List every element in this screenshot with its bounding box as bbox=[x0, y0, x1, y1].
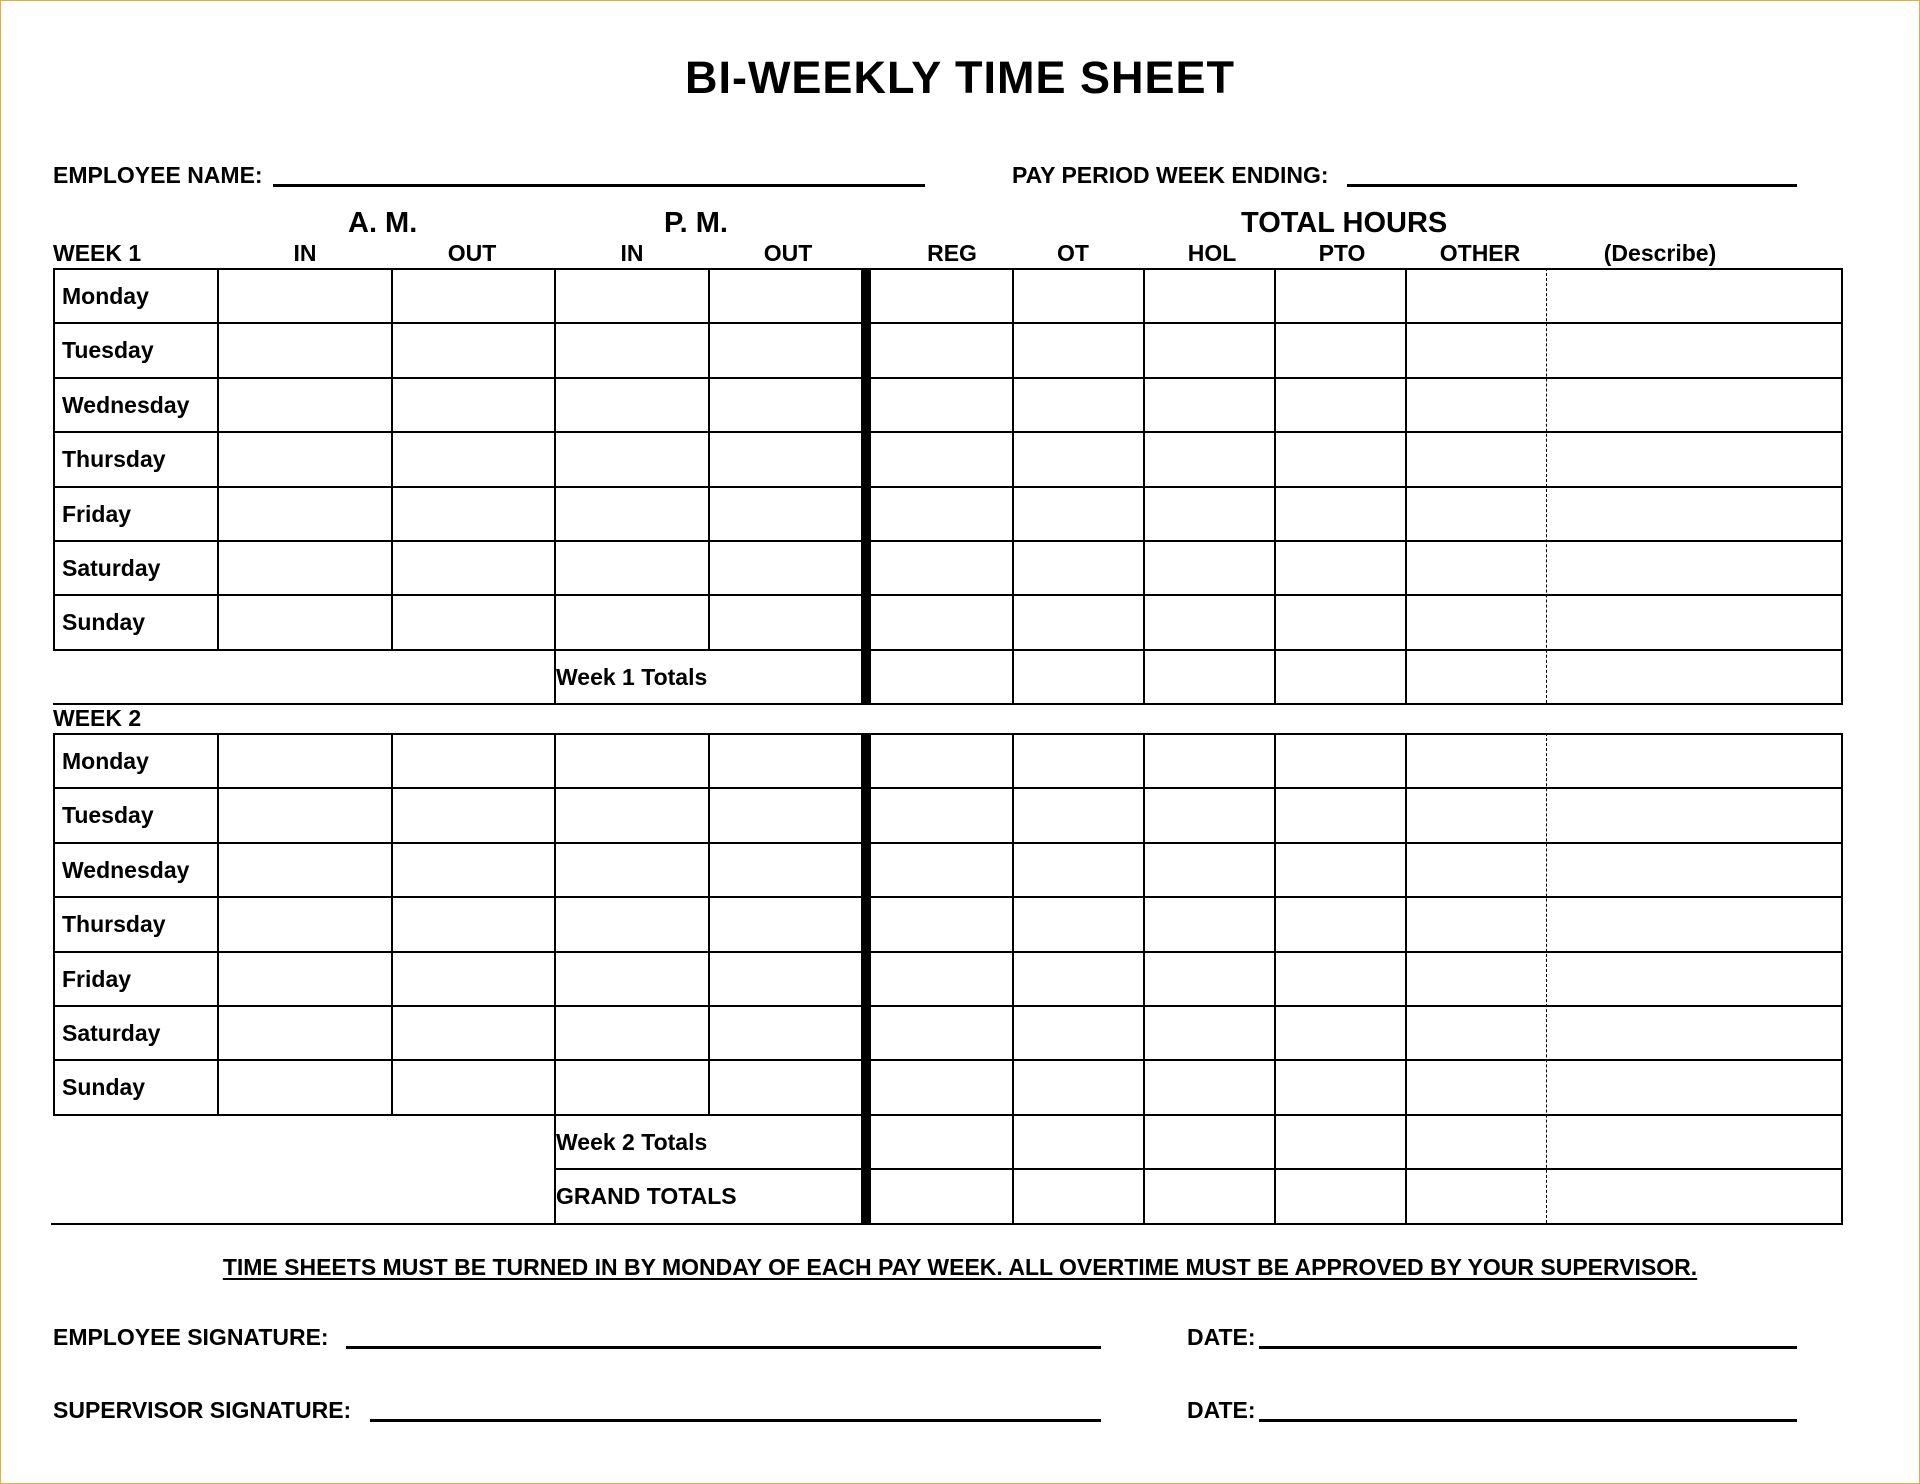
week1-friday-pm-out-cell[interactable] bbox=[710, 488, 864, 539]
week2-wednesday-am-out-cell[interactable] bbox=[393, 844, 553, 895]
week2-tuesday-pm-out-cell[interactable] bbox=[710, 789, 864, 840]
week1-wednesday-other-cell[interactable] bbox=[1407, 379, 1545, 430]
week1-monday-describe-cell[interactable] bbox=[1548, 270, 1840, 321]
week2-wednesday-describe-cell[interactable] bbox=[1548, 844, 1840, 895]
col-hol: HOL bbox=[1187, 240, 1237, 266]
week2-saturday-describe-cell[interactable] bbox=[1548, 1007, 1840, 1058]
week1-saturday-pm-in-cell[interactable] bbox=[556, 542, 707, 593]
week1-thursday-pm-in-cell[interactable] bbox=[556, 433, 707, 484]
week1-thursday-hol-cell[interactable] bbox=[1145, 433, 1273, 484]
week2-thursday-am-out-cell[interactable] bbox=[393, 898, 553, 949]
grid-line-dashed bbox=[1546, 268, 1547, 703]
col-reg: REG bbox=[927, 240, 977, 266]
grand-totals-reg-cell[interactable] bbox=[867, 1170, 1011, 1221]
week2-totals-ot-cell[interactable] bbox=[1014, 1116, 1142, 1167]
page-title: BI-WEEKLY TIME SHEET bbox=[684, 52, 1236, 103]
grid-line-h bbox=[53, 703, 1843, 705]
week2-sunday-describe-cell[interactable] bbox=[1548, 1061, 1840, 1112]
week1-friday-pto-cell[interactable] bbox=[1276, 488, 1404, 539]
week1-saturday-am-in-cell[interactable] bbox=[219, 542, 390, 593]
week1-totals-describe-cell[interactable] bbox=[1548, 651, 1840, 702]
week1-day-tuesday: Tuesday bbox=[62, 337, 154, 364]
week2-wednesday-pm-out-cell[interactable] bbox=[710, 844, 864, 895]
week2-totals-pto-cell[interactable] bbox=[1276, 1116, 1404, 1167]
week2-thursday-describe-cell[interactable] bbox=[1548, 898, 1840, 949]
week2-monday-pm-in-cell[interactable] bbox=[556, 735, 707, 786]
week2-friday-pm-in-cell[interactable] bbox=[556, 953, 707, 1004]
employee-signature-date-label: DATE: bbox=[1187, 1324, 1256, 1350]
week1-friday-describe-cell[interactable] bbox=[1548, 488, 1840, 539]
week1-sunday-pm-in-cell[interactable] bbox=[556, 596, 707, 647]
week1-thursday-other-cell[interactable] bbox=[1407, 433, 1545, 484]
week2-monday-am-out-cell[interactable] bbox=[393, 735, 553, 786]
week1-monday-reg-cell[interactable] bbox=[867, 270, 1011, 321]
col-pto: PTO bbox=[1318, 240, 1366, 266]
supervisor-signature-label: SUPERVISOR SIGNATURE: bbox=[53, 1397, 352, 1423]
week2-totals-other-cell[interactable] bbox=[1407, 1116, 1545, 1167]
col-describe: (Describe) bbox=[1603, 240, 1717, 266]
week2-friday-pm-out-cell[interactable] bbox=[710, 953, 864, 1004]
week2-saturday-am-in-cell[interactable] bbox=[219, 1007, 390, 1058]
week2-tuesday-am-in-cell[interactable] bbox=[219, 789, 390, 840]
week2-thursday-pto-cell[interactable] bbox=[1276, 898, 1404, 949]
week2-sunday-other-cell[interactable] bbox=[1407, 1061, 1545, 1112]
week2-thursday-other-cell[interactable] bbox=[1407, 898, 1545, 949]
week1-sunday-hol-cell[interactable] bbox=[1145, 596, 1273, 647]
week1-friday-ot-cell[interactable] bbox=[1014, 488, 1142, 539]
am-header: A. M. bbox=[348, 207, 418, 239]
week2-sunday-hol-cell[interactable] bbox=[1145, 1061, 1273, 1112]
week1-saturday-pm-out-cell[interactable] bbox=[710, 542, 864, 593]
grid-line-v bbox=[53, 733, 55, 1114]
week1-thursday-pm-out-cell[interactable] bbox=[710, 433, 864, 484]
week1-day-saturday: Saturday bbox=[62, 555, 161, 581]
grand-totals: GRAND TOTALS bbox=[556, 1183, 737, 1210]
supervisor-signature-date-field[interactable] bbox=[1259, 1419, 1797, 1422]
week2-tuesday-reg-cell[interactable] bbox=[867, 789, 1011, 840]
week1-tuesday-reg-cell[interactable] bbox=[867, 324, 1011, 375]
week2-monday-reg-cell[interactable] bbox=[867, 735, 1011, 786]
week2-tuesday-describe-cell[interactable] bbox=[1548, 789, 1840, 840]
week2-saturday-reg-cell[interactable] bbox=[867, 1007, 1011, 1058]
week2-tuesday-ot-cell[interactable] bbox=[1014, 789, 1142, 840]
week2-saturday-pm-out-cell[interactable] bbox=[710, 1007, 864, 1058]
week2-day-tuesday: Tuesday bbox=[62, 802, 154, 829]
week1-sunday-describe-cell[interactable] bbox=[1548, 596, 1840, 647]
week1-saturday-am-out-cell[interactable] bbox=[393, 542, 553, 593]
employee-name-field[interactable] bbox=[273, 184, 925, 187]
week1-wednesday-pm-out-cell[interactable] bbox=[710, 379, 864, 430]
employee-signature-label: EMPLOYEE SIGNATURE: bbox=[53, 1324, 329, 1350]
week2-sunday-pm-in-cell[interactable] bbox=[556, 1061, 707, 1112]
week1-day-thursday: Thursday bbox=[62, 446, 166, 473]
week1-sunday-pm-out-cell[interactable] bbox=[710, 596, 864, 647]
week2-saturday-ot-cell[interactable] bbox=[1014, 1007, 1142, 1058]
week2-monday-hol-cell[interactable] bbox=[1145, 735, 1273, 786]
week1-saturday-ot-cell[interactable] bbox=[1014, 542, 1142, 593]
week1-monday-am-in-cell[interactable] bbox=[219, 270, 390, 321]
week1-tuesday-ot-cell[interactable] bbox=[1014, 324, 1142, 375]
week1-sunday-ot-cell[interactable] bbox=[1014, 596, 1142, 647]
week2-wednesday-reg-cell[interactable] bbox=[867, 844, 1011, 895]
week1-thursday-pto-cell[interactable] bbox=[1276, 433, 1404, 484]
week2-monday-am-in-cell[interactable] bbox=[219, 735, 390, 786]
week1-totals-pto-cell[interactable] bbox=[1276, 651, 1404, 702]
week2-thursday-pm-out-cell[interactable] bbox=[710, 898, 864, 949]
week1-wednesday-pto-cell[interactable] bbox=[1276, 379, 1404, 430]
week2-tuesday-pto-cell[interactable] bbox=[1276, 789, 1404, 840]
week1-wednesday-pm-in-cell[interactable] bbox=[556, 379, 707, 430]
week1-totals-other-cell[interactable] bbox=[1407, 651, 1545, 702]
week1-wednesday-ot-cell[interactable] bbox=[1014, 379, 1142, 430]
grand-totals-other-cell[interactable] bbox=[1407, 1170, 1545, 1221]
week2-day-saturday: Saturday bbox=[62, 1020, 161, 1046]
week1-totals: Week 1 Totals bbox=[556, 663, 708, 690]
week2-totals-reg-cell[interactable] bbox=[867, 1116, 1011, 1167]
grand-totals-ot-cell[interactable] bbox=[1014, 1170, 1142, 1221]
week1-saturday-hol-cell[interactable] bbox=[1145, 542, 1273, 593]
col-ot: OT bbox=[1057, 240, 1089, 266]
employee-signature-date-field[interactable] bbox=[1259, 1346, 1797, 1349]
week1-tuesday-other-cell[interactable] bbox=[1407, 324, 1545, 375]
week1-sunday-pto-cell[interactable] bbox=[1276, 596, 1404, 647]
employee-signature-field[interactable] bbox=[346, 1346, 1101, 1349]
week1-wednesday-describe-cell[interactable] bbox=[1548, 379, 1840, 430]
week2-monday-describe-cell[interactable] bbox=[1548, 735, 1840, 786]
week1-thursday-am-in-cell[interactable] bbox=[219, 433, 390, 484]
week1-thursday-am-out-cell[interactable] bbox=[393, 433, 553, 484]
week2-saturday-hol-cell[interactable] bbox=[1145, 1007, 1273, 1058]
week1-sunday-am-out-cell[interactable] bbox=[393, 596, 553, 647]
week1-sunday-other-cell[interactable] bbox=[1407, 596, 1545, 647]
week1-friday-hol-cell[interactable] bbox=[1145, 488, 1273, 539]
week1-thursday-reg-cell[interactable] bbox=[867, 433, 1011, 484]
week2-sunday-pm-out-cell[interactable] bbox=[710, 1061, 864, 1112]
grid-line-dashed bbox=[1546, 733, 1547, 1223]
week2-day-monday: Monday bbox=[62, 748, 149, 774]
week1-totals-hol-cell[interactable] bbox=[1145, 651, 1273, 702]
week2-friday-am-in-cell[interactable] bbox=[219, 953, 390, 1004]
week1-saturday-describe-cell[interactable] bbox=[1548, 542, 1840, 593]
week1-monday-hol-cell[interactable] bbox=[1145, 270, 1273, 321]
week2-saturday-am-out-cell[interactable] bbox=[393, 1007, 553, 1058]
week1-totals-ot-cell[interactable] bbox=[1014, 651, 1142, 702]
week1-tuesday-pm-in-cell[interactable] bbox=[556, 324, 707, 375]
week1-sunday-am-in-cell[interactable] bbox=[219, 596, 390, 647]
week1-friday-reg-cell[interactable] bbox=[867, 488, 1011, 539]
week1-tuesday-am-in-cell[interactable] bbox=[219, 324, 390, 375]
week2-monday-pto-cell[interactable] bbox=[1276, 735, 1404, 786]
week2-wednesday-other-cell[interactable] bbox=[1407, 844, 1545, 895]
week1-day-wednesday: Wednesday bbox=[62, 391, 190, 418]
week1-friday-pm-in-cell[interactable] bbox=[556, 488, 707, 539]
grand-totals-hol-cell[interactable] bbox=[1145, 1170, 1273, 1221]
supervisor-signature-date-label: DATE: bbox=[1187, 1397, 1256, 1423]
week1-tuesday-hol-cell[interactable] bbox=[1145, 324, 1273, 375]
grid-line-h bbox=[51, 1223, 1843, 1225]
col-am-in: IN bbox=[293, 240, 317, 266]
week1-tuesday-am-out-cell[interactable] bbox=[393, 324, 553, 375]
week2-day-friday: Friday bbox=[62, 965, 132, 992]
week1-friday-am-in-cell[interactable] bbox=[219, 488, 390, 539]
grid-line-v bbox=[53, 268, 55, 649]
pay-period-field[interactable] bbox=[1347, 184, 1797, 187]
week1-day-sunday: Sunday bbox=[62, 609, 146, 636]
week1-monday-ot-cell[interactable] bbox=[1014, 270, 1142, 321]
col-pm-out: OUT bbox=[763, 240, 813, 266]
col-am-out: OUT bbox=[447, 240, 497, 266]
week2-tuesday-am-out-cell[interactable] bbox=[393, 789, 553, 840]
week2-sunday-ot-cell[interactable] bbox=[1014, 1061, 1142, 1112]
week2-tuesday-hol-cell[interactable] bbox=[1145, 789, 1273, 840]
week2-totals: Week 2 Totals bbox=[556, 1128, 708, 1155]
week2-monday-pm-out-cell[interactable] bbox=[710, 735, 864, 786]
col-other: OTHER bbox=[1439, 240, 1521, 266]
week2-saturday-pto-cell[interactable] bbox=[1276, 1007, 1404, 1058]
total-hours-header: TOTAL HOURS bbox=[1241, 207, 1448, 239]
week1-monday-am-out-cell[interactable] bbox=[393, 270, 553, 321]
col-pm-in: IN bbox=[620, 240, 644, 266]
week2-sunday-am-out-cell[interactable] bbox=[393, 1061, 553, 1112]
week1-wednesday-am-out-cell[interactable] bbox=[393, 379, 553, 430]
week1-day-friday: Friday bbox=[62, 500, 132, 527]
week1-label: WEEK 1 bbox=[53, 240, 142, 266]
week2-friday-pto-cell[interactable] bbox=[1276, 953, 1404, 1004]
pm-header: P. M. bbox=[664, 207, 728, 239]
week2-thursday-am-in-cell[interactable] bbox=[219, 898, 390, 949]
week1-friday-am-out-cell[interactable] bbox=[393, 488, 553, 539]
week1-tuesday-pm-out-cell[interactable] bbox=[710, 324, 864, 375]
week2-label: WEEK 2 bbox=[53, 705, 142, 731]
week1-thursday-describe-cell[interactable] bbox=[1548, 433, 1840, 484]
week2-friday-hol-cell[interactable] bbox=[1145, 953, 1273, 1004]
week2-friday-am-out-cell[interactable] bbox=[393, 953, 553, 1004]
week1-day-monday: Monday bbox=[62, 283, 149, 309]
grid-line-v bbox=[1841, 268, 1843, 705]
week2-totals-hol-cell[interactable] bbox=[1145, 1116, 1273, 1167]
week1-sunday-reg-cell[interactable] bbox=[867, 596, 1011, 647]
week1-tuesday-pto-cell[interactable] bbox=[1276, 324, 1404, 375]
week2-friday-describe-cell[interactable] bbox=[1548, 953, 1840, 1004]
week1-totals-reg-cell[interactable] bbox=[867, 651, 1011, 702]
week1-thursday-ot-cell[interactable] bbox=[1014, 433, 1142, 484]
week1-monday-pm-out-cell[interactable] bbox=[710, 270, 864, 321]
week2-thursday-pm-in-cell[interactable] bbox=[556, 898, 707, 949]
week2-day-sunday: Sunday bbox=[62, 1074, 146, 1101]
week2-totals-describe-cell[interactable] bbox=[1548, 1116, 1840, 1167]
week1-wednesday-hol-cell[interactable] bbox=[1145, 379, 1273, 430]
week2-tuesday-other-cell[interactable] bbox=[1407, 789, 1545, 840]
week2-tuesday-pm-in-cell[interactable] bbox=[556, 789, 707, 840]
week2-wednesday-pto-cell[interactable] bbox=[1276, 844, 1404, 895]
week2-monday-other-cell[interactable] bbox=[1407, 735, 1545, 786]
week2-wednesday-hol-cell[interactable] bbox=[1145, 844, 1273, 895]
week2-friday-reg-cell[interactable] bbox=[867, 953, 1011, 1004]
week1-wednesday-reg-cell[interactable] bbox=[867, 379, 1011, 430]
employee-name-label: EMPLOYEE NAME: bbox=[53, 162, 263, 188]
week1-monday-pto-cell[interactable] bbox=[1276, 270, 1404, 321]
week2-wednesday-am-in-cell[interactable] bbox=[219, 844, 390, 895]
week2-wednesday-ot-cell[interactable] bbox=[1014, 844, 1142, 895]
week2-sunday-am-in-cell[interactable] bbox=[219, 1061, 390, 1112]
week2-saturday-other-cell[interactable] bbox=[1407, 1007, 1545, 1058]
week1-monday-other-cell[interactable] bbox=[1407, 270, 1545, 321]
supervisor-signature-field[interactable] bbox=[370, 1419, 1101, 1422]
week2-wednesday-pm-in-cell[interactable] bbox=[556, 844, 707, 895]
week2-monday-ot-cell[interactable] bbox=[1014, 735, 1142, 786]
week1-saturday-other-cell[interactable] bbox=[1407, 542, 1545, 593]
pay-period-label: PAY PERIOD WEEK ENDING: bbox=[1012, 162, 1329, 188]
week2-sunday-reg-cell[interactable] bbox=[867, 1061, 1011, 1112]
week2-friday-ot-cell[interactable] bbox=[1014, 953, 1142, 1004]
week1-monday-pm-in-cell[interactable] bbox=[556, 270, 707, 321]
grand-totals-pto-cell[interactable] bbox=[1276, 1170, 1404, 1221]
grand-totals-describe-cell[interactable] bbox=[1548, 1170, 1840, 1221]
week2-saturday-pm-in-cell[interactable] bbox=[556, 1007, 707, 1058]
notice-text: TIME SHEETS MUST BE TURNED IN BY MONDAY OF EACH PAY WEEK. ALL OVERTIME MUST BE APPROVED BY YOUR SUPERVISOR. bbox=[222, 1254, 1698, 1280]
week2-thursday-ot-cell[interactable] bbox=[1014, 898, 1142, 949]
week2-day-thursday: Thursday bbox=[62, 911, 166, 938]
week1-wednesday-am-in-cell[interactable] bbox=[219, 379, 390, 430]
week1-tuesday-describe-cell[interactable] bbox=[1548, 324, 1840, 375]
week2-sunday-pto-cell[interactable] bbox=[1276, 1061, 1404, 1112]
week1-saturday-pto-cell[interactable] bbox=[1276, 542, 1404, 593]
week2-friday-other-cell[interactable] bbox=[1407, 953, 1545, 1004]
week2-thursday-hol-cell[interactable] bbox=[1145, 898, 1273, 949]
week1-friday-other-cell[interactable] bbox=[1407, 488, 1545, 539]
week1-saturday-reg-cell[interactable] bbox=[867, 542, 1011, 593]
week2-day-wednesday: Wednesday bbox=[62, 856, 190, 883]
week2-thursday-reg-cell[interactable] bbox=[867, 898, 1011, 949]
grid-line-v bbox=[1841, 733, 1843, 1225]
